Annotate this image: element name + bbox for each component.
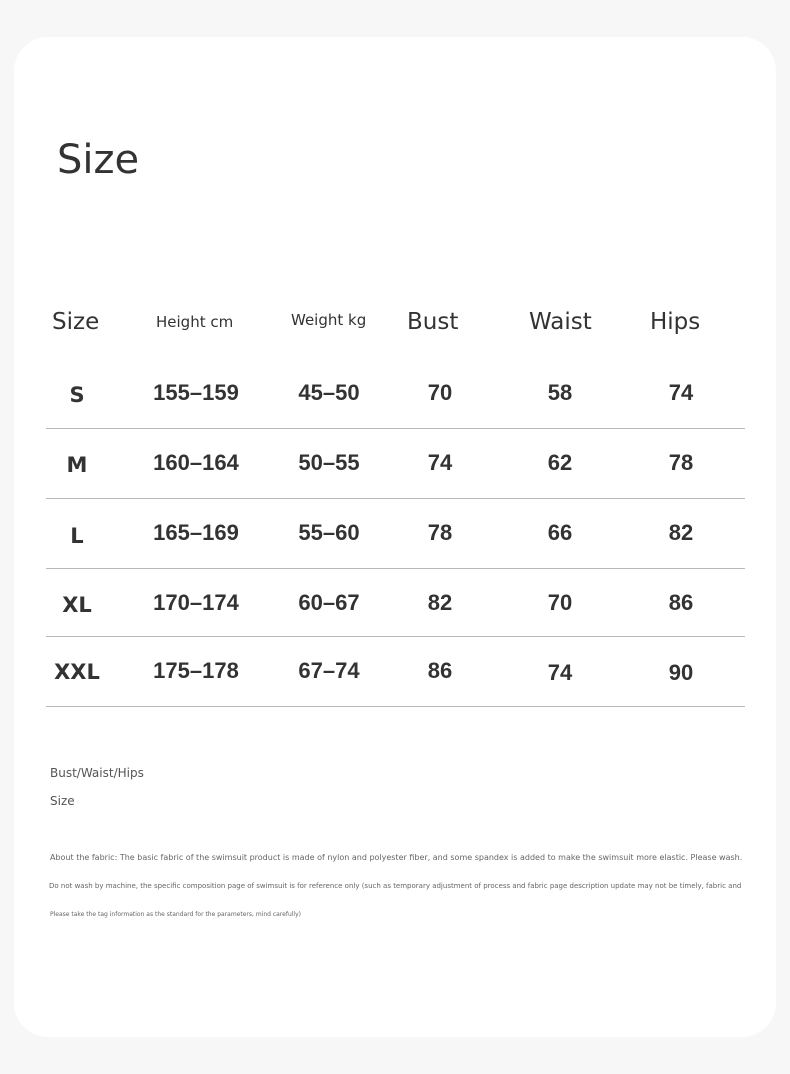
table-row [0, 568, 790, 638]
cell-bust: 78 [427, 520, 453, 545]
cell-size: XL [62, 593, 92, 617]
cell-bust: 74 [427, 450, 453, 475]
cell-hips: 90 [668, 660, 694, 685]
measurement-note: Bust/Waist/Hips [50, 766, 144, 780]
cell-weight: 55–60 [298, 520, 360, 545]
cell-height: 155–159 [153, 380, 239, 405]
header-waist: Waist [529, 309, 592, 335]
cell-weight: 45–50 [298, 380, 360, 405]
cell-height: 160–164 [153, 450, 239, 475]
row-divider [46, 706, 745, 707]
cell-weight: 60–67 [298, 590, 360, 615]
cell-waist: 70 [547, 590, 573, 615]
cell-waist: 62 [547, 450, 573, 475]
cell-waist: 66 [547, 520, 573, 545]
header-hips: Hips [650, 309, 701, 335]
cell-hips: 78 [668, 450, 694, 475]
tag-note: Please take the tag information as the standard for the parameters, mind carefully) [50, 911, 301, 918]
table-header [0, 300, 790, 344]
cell-waist: 58 [547, 380, 573, 405]
cell-bust: 82 [427, 590, 453, 615]
washing-note: Do not wash by machine, the specific composition page of swimsuit is for reference only (such as temporary adjustment of process and fabric page description update may not be timely, fabric and [49, 882, 742, 890]
header-height: Height cm [156, 313, 234, 331]
table-row [0, 498, 790, 568]
header-weight: Weight kg [291, 311, 367, 329]
cell-waist: 74 [547, 660, 573, 685]
cell-height: 170–174 [153, 590, 239, 615]
header-bust: Bust [407, 309, 459, 335]
cell-hips: 86 [668, 590, 694, 615]
page-title: Size [57, 137, 140, 183]
table-row [0, 428, 790, 498]
cell-weight: 50–55 [298, 450, 360, 475]
table-row [0, 636, 790, 706]
cell-weight: 67–74 [298, 658, 360, 683]
cell-size: S [69, 383, 85, 407]
cell-size: M [66, 453, 88, 477]
cell-bust: 86 [427, 658, 453, 683]
cell-hips: 74 [668, 380, 694, 405]
cell-size: XXL [54, 660, 100, 684]
cell-height: 175–178 [153, 658, 239, 683]
cell-bust: 70 [427, 380, 453, 405]
header-size: Size [52, 309, 100, 335]
table-row [0, 358, 790, 428]
fabric-note: About the fabric: The basic fabric of the swimsuit product is made of nylon and polyester fiber, and some spandex is added to make the swimsuit more elastic. Please wash. [50, 853, 743, 862]
cell-size: L [70, 524, 84, 548]
cell-height: 165–169 [153, 520, 239, 545]
cell-hips: 82 [668, 520, 694, 545]
size-note: Size [50, 794, 75, 808]
